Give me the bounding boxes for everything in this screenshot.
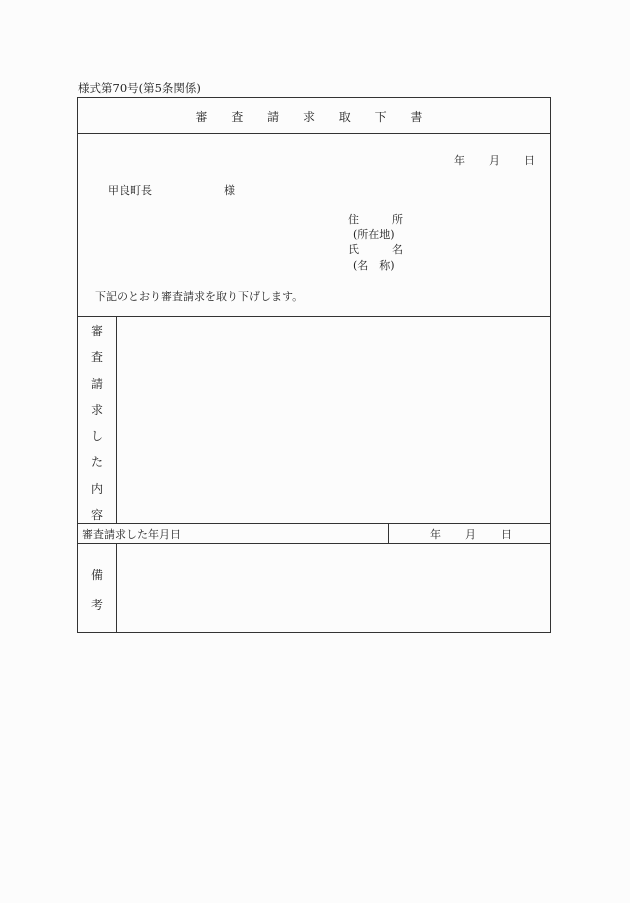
- divider: [388, 523, 389, 543]
- date-month: 月: [489, 154, 500, 167]
- applicant-name-label: 氏 名: [348, 243, 403, 256]
- content-label: [78, 322, 116, 532]
- form-frame: [77, 97, 551, 633]
- divider: [116, 316, 117, 523]
- remarks-label-char: 備: [90, 568, 103, 582]
- divider: [116, 543, 117, 632]
- remarks-label-char: 考: [90, 598, 103, 612]
- divider: [78, 523, 550, 524]
- divider: [78, 133, 550, 134]
- applicant-name-sub: (名 称): [353, 259, 395, 272]
- statement: 下記のとおり審査請求を取り下げします。: [95, 290, 304, 303]
- divider: [78, 543, 550, 544]
- content-label-char: た: [90, 455, 103, 470]
- applicant-address-sub: (所在地): [353, 228, 395, 241]
- content-label-char: 求: [90, 402, 103, 417]
- content-label-char: し: [90, 429, 103, 444]
- request-date-year: 年: [430, 528, 441, 541]
- content-label-char: 査: [90, 350, 103, 365]
- divider: [78, 316, 550, 317]
- content-label-char: 請: [90, 376, 103, 391]
- addressee: 甲良町長: [108, 184, 152, 197]
- content-label-char: 審: [90, 324, 103, 338]
- request-date-label: 審査請求した年月日: [82, 528, 181, 541]
- form-reference: 様式第70号(第5条関係): [78, 81, 201, 95]
- date-day: 日: [524, 154, 535, 167]
- honorific: 様: [224, 184, 235, 197]
- request-date-month: 月: [465, 528, 476, 541]
- form-title: 審 査 請 求 取 下 書: [195, 110, 433, 124]
- content-label-char: 容: [90, 508, 103, 523]
- applicant-address-label: 住 所: [348, 213, 403, 226]
- remarks-label: [78, 566, 116, 626]
- date-year: 年: [454, 154, 465, 167]
- request-date-day: 日: [501, 528, 512, 541]
- content-label-char: 内: [90, 481, 103, 496]
